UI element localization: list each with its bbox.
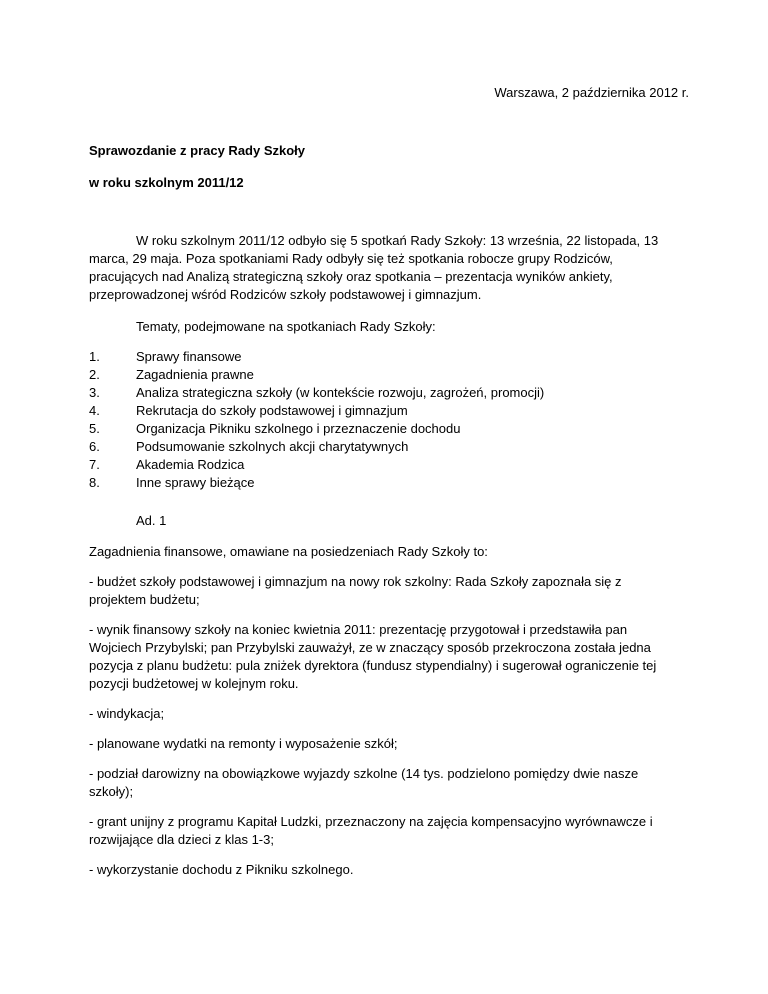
topic-text: Akademia Rodzica (136, 457, 245, 472)
section-heading-ad1: Ad. 1 (136, 513, 167, 528)
intro-paragraph: W roku szkolnym 2011/12 odbyło się 5 spotkań Rady Szkoły: 13 września, 22 listopada, 13 marca, 29 maja. Poza spotkaniami Rady odbyły się też spotkania robocze grupy Rodziców, pracujących nad Analizą strategiczną szkoły oraz spotkania – prezentacja wyników ankiety, przeprowadzonej wśród Rodziców szkoły podstawowej i gimnazjum. (89, 233, 659, 302)
topic-number: 1. (89, 349, 100, 364)
document-subtitle: w roku szkolnym 2011/12 (89, 175, 244, 190)
finance-bullet: - podział darowizny na obowiązkowe wyjazdy szkolne (14 tys. podzielono pomiędzy dwie nasze szkoły); (89, 766, 639, 799)
finance-bullet: - planowane wydatki na remonty i wyposażenie szkół; (89, 736, 398, 751)
finance-bullet: - wynik finansowy szkoły na koniec kwietnia 2011: prezentację przygotował i przedstawiła pan Wojciech Przybylski; pan Przybylski zauważył, ze w znaczący sposób przekroczona została jedna pozycja z planu budżetu: pula zniżek dyrektora (fundusz stypendialny) i sugerował ograniczenie tej pozycji budżetowej w kolejnym roku. (89, 622, 657, 691)
topic-number: 4. (89, 403, 100, 418)
topic-number: 3. (89, 385, 100, 400)
topic-text: Inne sprawy bieżące (136, 475, 255, 490)
topic-number: 8. (89, 475, 100, 490)
topic-item (89, 438, 544, 456)
topic-text: Zagadnienia prawne (136, 367, 254, 382)
topic-item (89, 456, 544, 474)
document-date: Warszawa, 2 października 2012 r. (494, 85, 689, 100)
topic-item (89, 474, 544, 492)
topic-item (89, 420, 544, 438)
topic-text: Rekrutacja do szkoły podstawowej i gimnazjum (136, 403, 408, 418)
finance-bullet: - grant unijny z programu Kapitał Ludzki, przeznaczony na zajęcia kompensacyjno wyrównawcze i rozwijające dla dzieci z klas 1-3; (89, 814, 653, 847)
topic-number: 5. (89, 421, 100, 436)
finance-intro: Zagadnienia finansowe, omawiane na posiedzeniach Rady Szkoły to: (89, 544, 488, 559)
topic-number: 7. (89, 457, 100, 472)
finance-bullet: - wykorzystanie dochodu z Pikniku szkolnego. (89, 862, 354, 877)
finance-bullet: - windykacja; (89, 706, 165, 721)
topic-number: 2. (89, 367, 100, 382)
topic-text: Analiza strategiczna szkoły (w kontekście rozwoju, zagrożeń, promocji) (136, 385, 545, 400)
topic-item (89, 366, 544, 384)
topic-item (89, 384, 544, 402)
document-title: Sprawozdanie z pracy Rady Szkoły (89, 143, 306, 158)
topic-item (89, 348, 544, 366)
finance-bullet: - budżet szkoły podstawowej i gimnazjum na nowy rok szkolny: Rada Szkoły zapoznała się z projektem budżetu; (89, 574, 622, 607)
topics-list (89, 348, 544, 492)
topic-number: 6. (89, 439, 100, 454)
topics-heading: Tematy, podejmowane na spotkaniach Rady Szkoły: (136, 319, 436, 334)
topic-item (89, 402, 544, 420)
topic-text: Sprawy finansowe (136, 349, 242, 364)
topic-text: Podsumowanie szkolnych akcji charytatywnych (136, 439, 409, 454)
topic-text: Organizacja Pikniku szkolnego i przeznaczenie dochodu (136, 421, 461, 436)
